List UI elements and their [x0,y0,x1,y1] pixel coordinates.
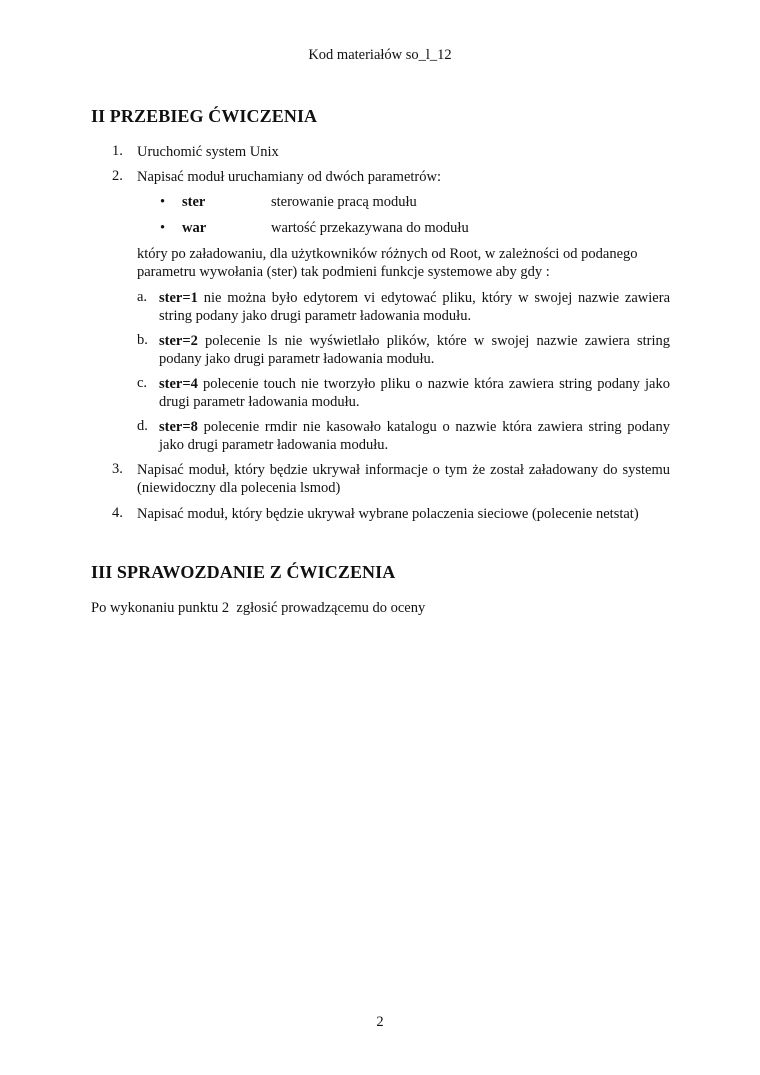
list-number: 2. [112,168,123,184]
sub-item-b [137,332,670,368]
report-paragraph: Po wykonaniu punktu 2 zgłosić prowadzącemu do oceny [91,600,426,616]
sub-item-d [137,418,670,454]
list-item-text: Uruchomić system Unix [137,144,279,160]
bullet-icon: • [160,220,166,236]
sub-item-text: polecenie rmdir nie kasowało katalogu o nazwie która zawiera string podany jako drugi parametr ładowania modułu. [159,419,670,453]
list-number: 3. [112,461,123,477]
sub-item-text: nie można było edytorem vi edytować pliku, który w swojej nazwie zawiera string podany jako drugi parametr ładowania modułu. [159,290,671,324]
sub-item-key: ster=4 [159,376,198,392]
sub-item-text: polecenie touch nie tworzyło pliku o nazwie która zawiera string podany jako drugi parametr ładowania modułu. [159,376,670,410]
page-header: Kod materiałów so_l_12 [308,47,452,63]
sub-item-letter: a. [137,289,148,305]
section-heading-przebieg: II PRZEBIEG ĆWICZENIA [91,106,318,126]
sub-item-key: ster=2 [159,333,198,349]
sub-item-letter: b. [137,332,148,348]
param-name: ster [182,194,206,210]
intro-paragraph: który po załadowaniu, dla użytkowników różnych od Root, w zależności od podanego parametru wywołania (ster) tak podmieni funkcje systemowe aby gdy : [137,246,638,280]
list-item-text: Napisać moduł uruchamiany od dwóch parametrów: [137,169,442,185]
bullet-icon: • [160,194,166,210]
list-item-text: Napisać moduł, który będzie ukrywał informacje o tym że został załadowany do systemu (niewidoczny dla polecenia lsmod) [137,462,670,496]
param-description: sterowanie pracą modułu [271,194,417,210]
sub-item-letter: d. [137,418,148,434]
sub-item-key: ster=8 [159,419,198,435]
sub-item-key: ster=1 [159,290,198,306]
sub-item-letter: c. [137,375,148,391]
section-heading-sprawozdanie: III SPRAWOZDANIE Z ĆWICZENIA [91,562,396,582]
list-number: 1. [112,143,123,159]
param-name: war [182,220,207,236]
list-item-text: Napisać moduł, który będzie ukrywał wybrane polaczenia sieciowe (polecenie netstat) [137,506,639,522]
page-number: 2 [376,1014,384,1030]
list-number: 4. [112,505,123,521]
sub-item-text: polecenie ls nie wyświetlało plików, które w swojej nazwie zawiera string podany jako drugi parametr ładowania modułu. [159,333,670,367]
sub-item-c [137,375,670,411]
param-description: wartość przekazywana do modułu [271,220,469,236]
sub-item-a [137,289,670,325]
